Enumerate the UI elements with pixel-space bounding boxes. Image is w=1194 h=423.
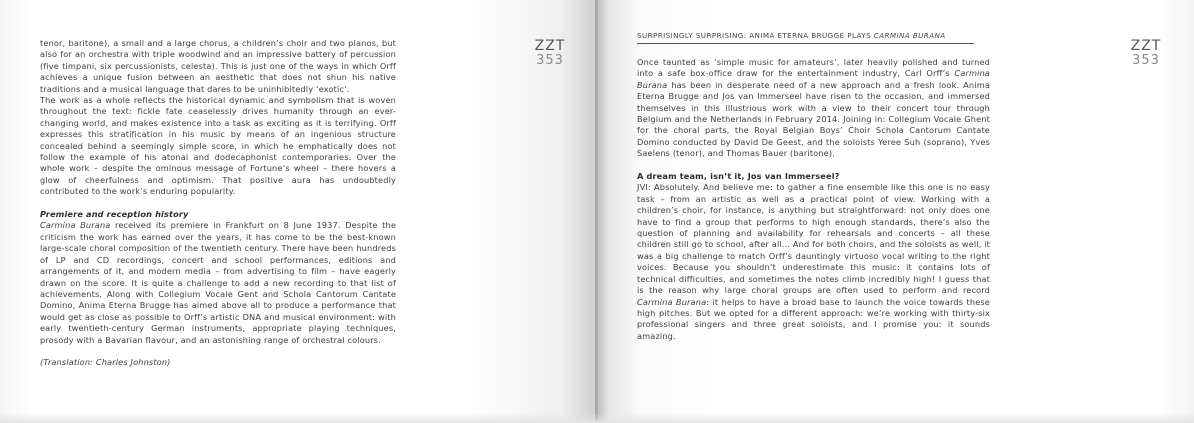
page-bottom-shadow	[0, 413, 1194, 423]
section-heading-premiere: Premiere and reception history	[40, 209, 189, 220]
right-page	[597, 0, 1194, 423]
running-head-text: SURPRISINGLY SURPRISING: ANIMA ETERNA BRUGGE PLAYS	[637, 31, 874, 40]
right-paragraph-1	[637, 57, 990, 160]
right-paragraph-2-text-a: JVI: Absolutely. And believe me: to gather a fine ensemble like this one is no easy task – from an artistic as well as a practical point of view. Working with a children’s choir, for instance, is anything but straightforward: not only does one have to find a group that performs to high enough standards, there’s also the question of planning and availability for rehearsals and concerts – all these children still go to school, after all… And for both choirs, and the soloists as well, it was a big challenge to match Orff’s dauntingly virtuoso vocal writing to the right voices. Because you shouldn’t underestimate this music: it contains lots of technical difficulties, and sometimes the notes climb incredibly high! I guess that is the reason why large choral groups are often used to perform and record	[637, 182, 990, 296]
zzt-logo-right	[1126, 38, 1166, 68]
left-page-body	[40, 38, 396, 369]
work-title: Carmina Burana	[637, 296, 707, 307]
translation-credit: (Translation: Charles Johnston)	[40, 357, 171, 368]
right-paragraph-2	[637, 182, 990, 342]
left-paragraph-3-text: received its premiere in Frankfurt on 8 June 1937. Despite the criticism the work has earned over the years, it has come to be the best-known large-scale choral composition of the twentieth century. There have been hundreds of LP and CD recordings, concert and school performances, editions and arrangements of it, and modern media – from advertising to film – have eagerly drawn on the score. It is quite a challenge to add a new recording to that list of achievements. Along with Collegium Vocale Gent and Schola Cantorum Cantate Domino, Anima Eterna Brugge has aimed above all to produce a performance that would get as close as possible to Orff’s artistic DNA and musical environment: with early twentieth-century German instruments, appropriate playing techniques, prosody with a Bavarian flavour, and an astonishing range of orchestral colours.	[40, 220, 397, 345]
logo-text: ZZT	[534, 38, 566, 54]
book-gutter	[595, 0, 598, 423]
left-paragraph-1: tenor, baritone), a small and a large chorus, a children’s choir and two pianos, but also for an orchestra with triple woodwind and an impressive battery of percussion (five timpani, six percussionists, celesta). This is just one of the ways in which Orff achieves a unique fusion between an aesthetic that does not shun his native traditions and a musical language that dares to be uninhibitedly ‘exotic’.	[40, 38, 396, 94]
logo-text: ZZT	[1130, 38, 1162, 54]
running-head-title: CARMINA BURANA	[873, 31, 946, 40]
zzt-logo-left	[530, 38, 570, 68]
page-number: 353	[1132, 53, 1160, 68]
running-head	[637, 31, 974, 44]
work-title: Carmina Burana	[40, 220, 111, 231]
right-paragraph-2-text-b: : it helps to have a broad base to launch the voice towards these high pitches. But we opted for a different approach: we’re working with thirty-six professional singers and three great soloists, and I promise you: it sounds amazing.	[637, 296, 990, 341]
work-title: Carmina Burana	[637, 68, 990, 90]
right-paragraph-1-text-a: Once taunted as ‘simple music for amateurs’, later heavily polished and turned into a safe box-office draw for the entertainment industry, Carl Orff’s	[637, 57, 990, 79]
left-paragraph-2: The work as a whole reflects the historical dynamic and symbolism that is woven throughout the text: fickle fate ceaselessly drives humanity through an ever-changing world, and makes existence into a task as exciting as it is terrifying. Orff expresses this stratification in his music by means of an ingenious structure concealed behind a seemingly simple score, in which he emphatically does not follow the example of his atonal and dodecaphonist contemporaries. Over the whole work – despite the ominous message of Fortune’s wheel – there hovers a glow of cheerfulness and optimism. That positive aura has undoubtedly contributed to the work’s enduring popularity.	[40, 95, 396, 197]
right-paragraph-1-text-b: has been in desperate need of a new approach and a fresh look. Anima Eterna Brugge and Jos van Immerseel have risen to the occasion, and immersed themselves in this illustrious work with a view to their concert tour through Belgium and the Netherlands in February 2014. Joining in: Collegium Vocale Ghent for the choral parts, the Royal Belgian Boys’ Choir Schola Cantorum Cantate Domino conducted by David De Geest, and the soloists Yeree Suh (soprano), Yves Saelens (tenor), and Thomas Bauer (baritone).	[637, 79, 990, 159]
left-paragraph-3	[40, 220, 396, 345]
page-number: 353	[536, 53, 564, 68]
right-page-body	[637, 57, 990, 342]
section-heading-interview: A dream team, isn’t it, Jos van Immerseel?	[637, 171, 840, 182]
